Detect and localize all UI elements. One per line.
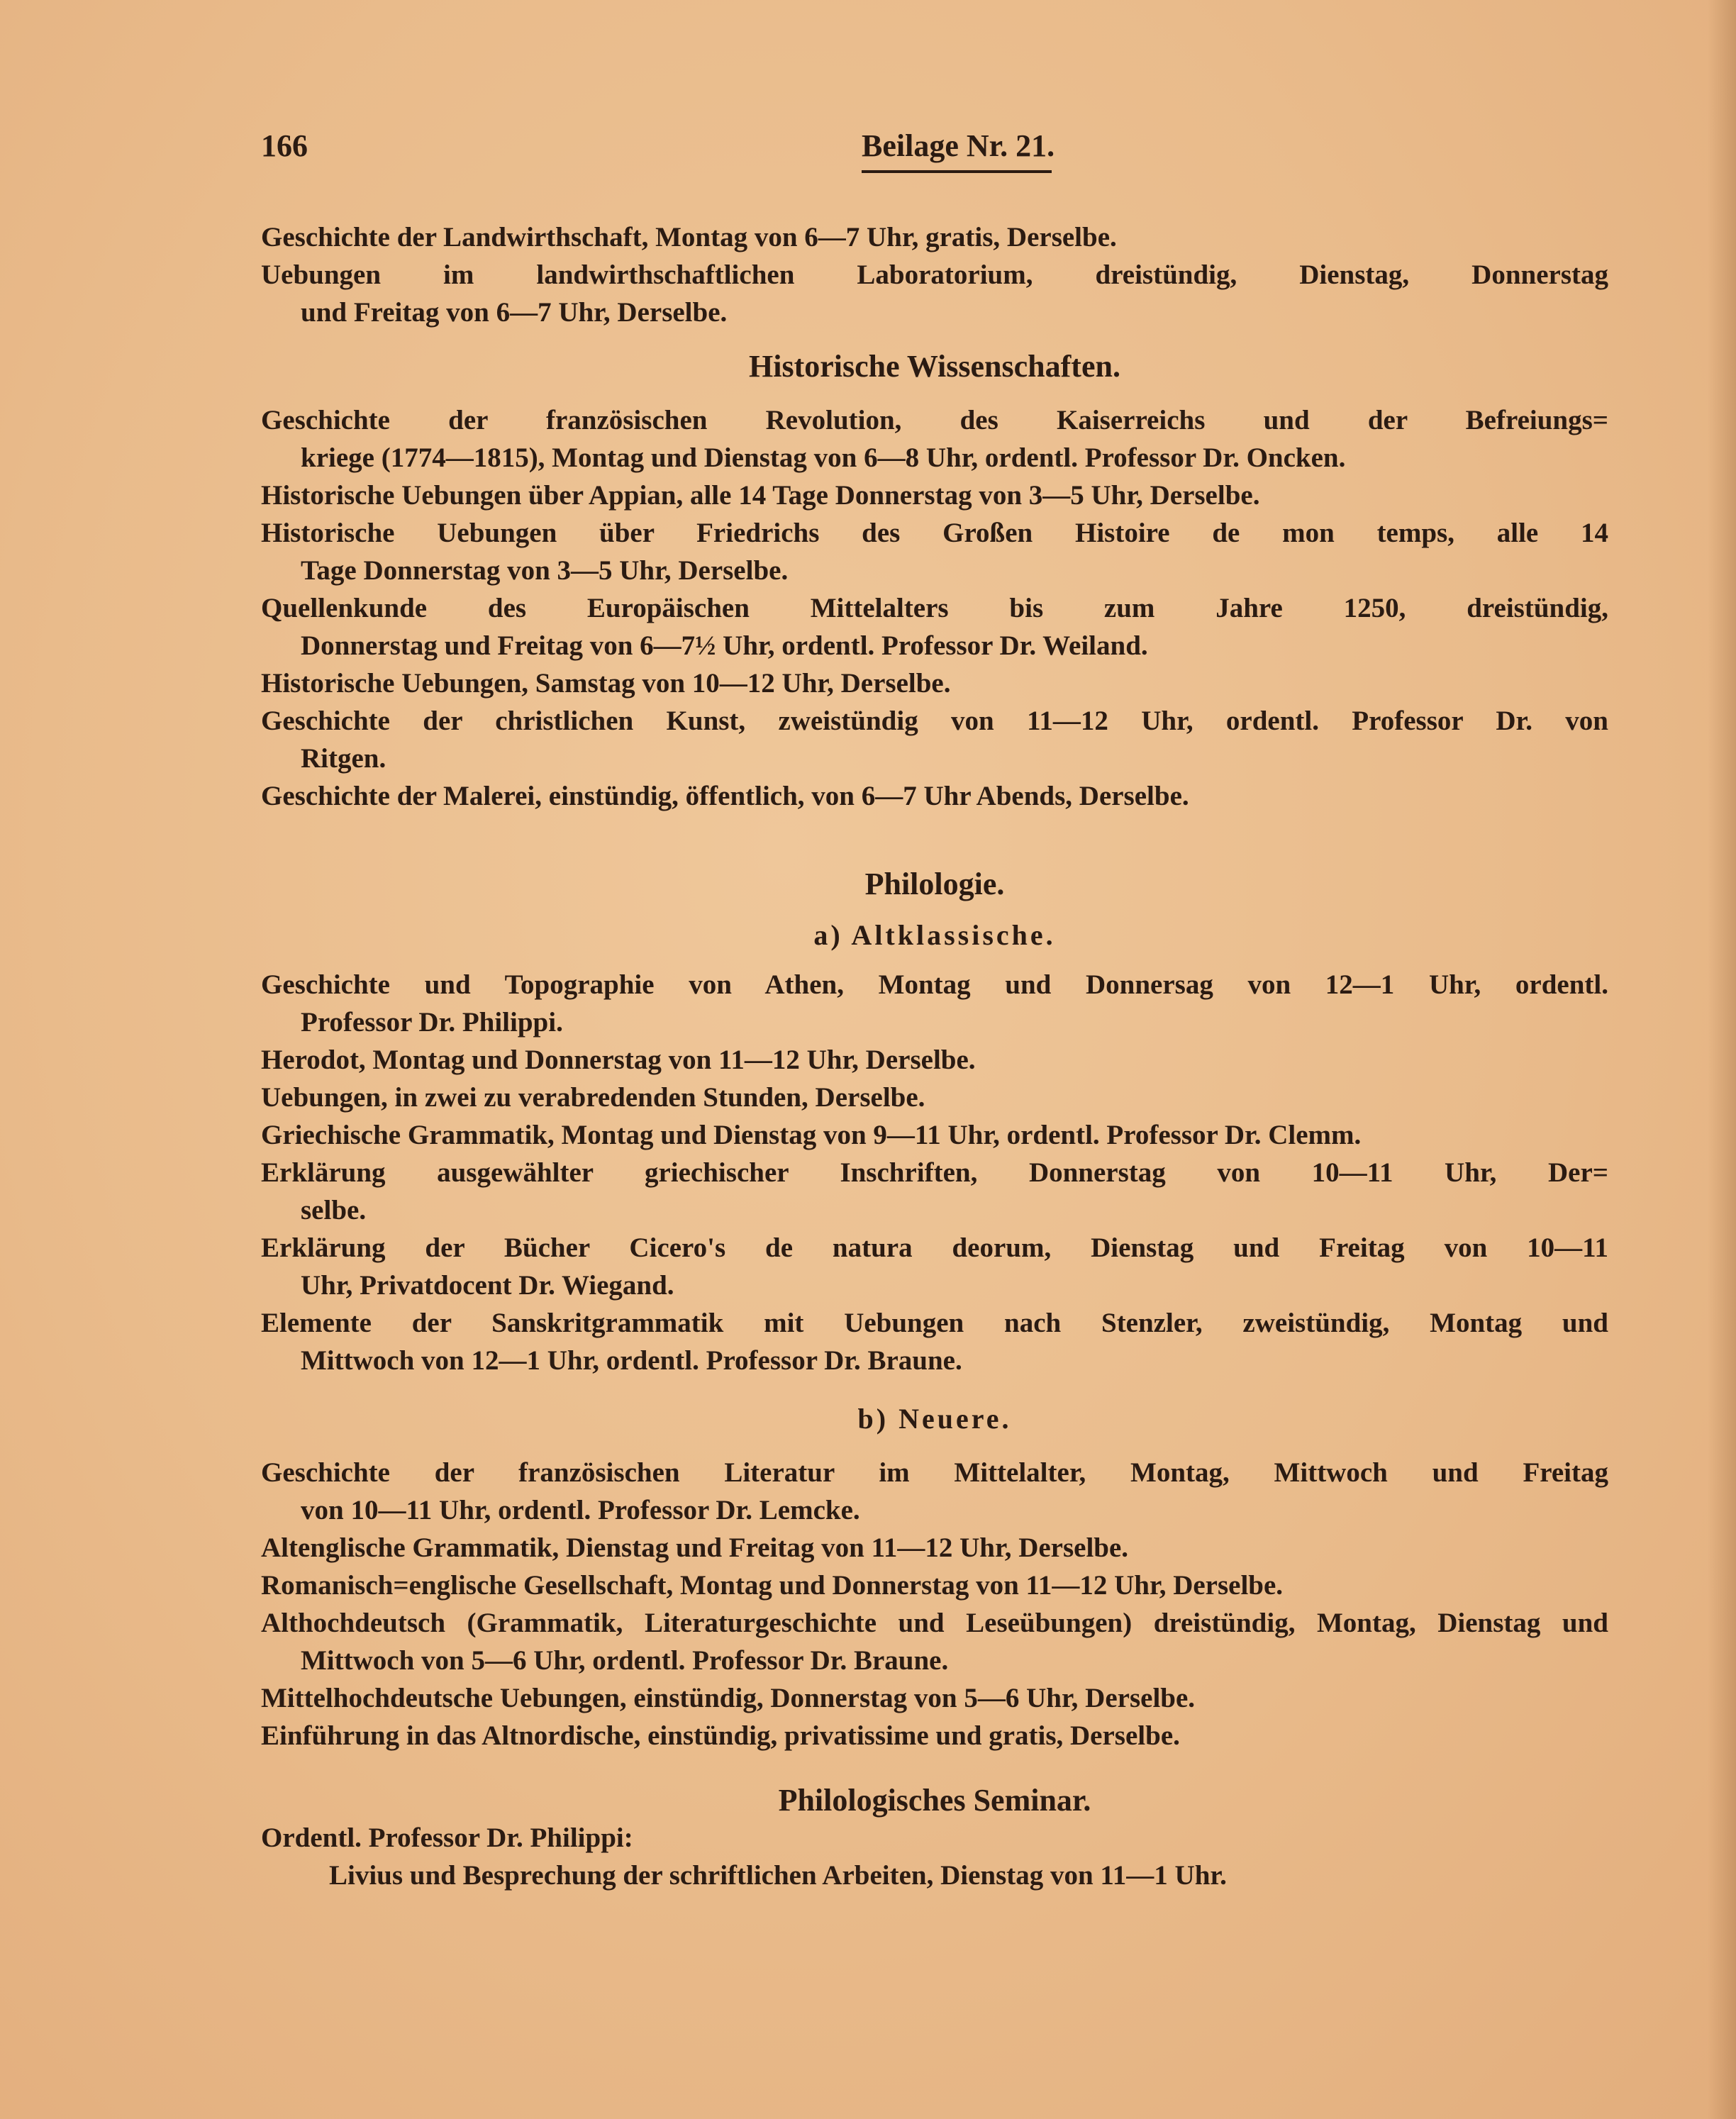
course-entry-line: Althochdeutsch (Grammatik, Literaturgeschichte und Leseübungen) dreistündig, Montag, Dienstag und (261, 1608, 1608, 1638)
course-entry-line: Griechische Grammatik, Montag und Dienstag von 9—11 Uhr, ordentl. Professor Dr. Clemm. (261, 1120, 1362, 1150)
course-entry-line: und Freitag von 6—7 Uhr, Derselbe. (301, 297, 728, 328)
course-entry-line: Uebungen, in zwei zu verabredenden Stunden, Derselbe. (261, 1082, 925, 1113)
page-edge-shadow (1708, 0, 1736, 2119)
course-entry-line: Mittwoch von 12—1 Uhr, ordentl. Professor Dr. Braune. (301, 1345, 962, 1376)
seminar-heading: Philologisches Seminar. (778, 1783, 1091, 1818)
course-entry-line: Romanisch=englische Gesellschaft, Montag und Donnerstag von 11—12 Uhr, Derselbe. (261, 1570, 1284, 1601)
course-entry-line: Historische Uebungen, Samstag von 10—12 Uhr, Derselbe. (261, 668, 951, 699)
seminar-course: Livius und Besprechung der schriftlichen Arbeiten, Dienstag von 11—1 Uhr. (329, 1860, 1227, 1891)
course-entry-line: Historische Uebungen über Appian, alle 14 Tage Donnerstag von 3—5 Uhr, Derselbe. (261, 480, 1260, 511)
course-entry-line: Erklärung ausgewählter griechischer Inschriften, Donnerstag von 10—11 Uhr, Der= (261, 1157, 1608, 1188)
course-entry-line: kriege (1774—1815), Montag und Dienstag von 6—8 Uhr, ordentl. Professor Dr. Oncken. (301, 443, 1346, 473)
course-entry-line: von 10—11 Uhr, ordentl. Professor Dr. Lemcke. (301, 1495, 860, 1525)
course-entry-line: Uhr, Privatdocent Dr. Wiegand. (301, 1270, 674, 1301)
course-entry-line: Geschichte der Malerei, einstündig, öffentlich, von 6—7 Uhr Abends, Derselbe. (261, 781, 1189, 811)
page-number: 166 (261, 128, 308, 163)
title-underline (862, 170, 1052, 173)
course-entry-line: Uebungen im landwirthschaftlichen Laboratorium, dreistündig, Dienstag, Donnerstag (261, 260, 1608, 290)
course-entry-line: Quellenkunde des Europäischen Mittelalters bis zum Jahre 1250, dreistündig, (261, 593, 1608, 623)
course-entry-line: selbe. (301, 1195, 367, 1225)
course-entry-line: Altenglische Grammatik, Dienstag und Freitag von 11—12 Uhr, Derselbe. (261, 1533, 1129, 1563)
course-entry-line: Einführung in das Altnordische, einstündig, privatissime und gratis, Derselbe. (261, 1720, 1180, 1751)
document-body (261, 218, 1608, 1894)
course-entry-line: Geschichte der französischen Revolution, des Kaiserreichs und der Befreiungs= (261, 405, 1608, 435)
running-title: Beilage Nr. 21. (862, 128, 1055, 163)
course-entry-line: Mittwoch von 5—6 Uhr, ordentl. Professor Dr. Braune. (301, 1645, 949, 1676)
seminar-lecturer: Ordentl. Professor Dr. Philippi: (261, 1823, 633, 1853)
course-entry-line: Geschichte der christlichen Kunst, zweistündig von 11—12 Uhr, ordentl. Professor Dr. von (261, 706, 1608, 736)
course-entry-line: Professor Dr. Philippi. (301, 1007, 563, 1038)
section-heading: Philologie. (864, 867, 1005, 901)
section-heading: Historische Wissenschaften. (749, 349, 1120, 384)
course-entry-line: Geschichte der französischen Literatur im Mittelalter, Montag, Mittwoch und Freitag (261, 1457, 1608, 1488)
course-entry-line: Elemente der Sanskritgrammatik mit Uebungen nach Stenzler, zweistündig, Montag und (261, 1308, 1608, 1338)
course-entry-line: Geschichte und Topographie von Athen, Montag und Donnersag von 12—1 Uhr, ordentl. (261, 969, 1608, 1000)
course-entry-line: Ritgen. (301, 743, 386, 774)
course-entry-line: Erklärung der Bücher Cicero's de natura deorum, Dienstag und Freitag von 10—11 (261, 1233, 1608, 1263)
course-entry-line: Donnerstag und Freitag von 6—7½ Uhr, ordentl. Professor Dr. Weiland. (301, 630, 1148, 661)
course-entry-line: Historische Uebungen über Friedrichs des Großen Histoire de mon temps, alle 14 (261, 518, 1608, 548)
subsection-heading: b) Neuere. (857, 1403, 1012, 1435)
course-entry-line: Geschichte der Landwirthschaft, Montag von 6—7 Uhr, gratis, Derselbe. (261, 222, 1117, 252)
subsection-heading: a) Altklassische. (813, 919, 1056, 951)
course-entry-line: Tage Donnerstag von 3—5 Uhr, Derselbe. (301, 555, 789, 586)
course-entry-line: Mittelhochdeutsche Uebungen, einstündig, Donnerstag von 5—6 Uhr, Derselbe. (261, 1683, 1196, 1713)
course-entry-line: Herodot, Montag und Donnerstag von 11—12 Uhr, Derselbe. (261, 1045, 976, 1075)
